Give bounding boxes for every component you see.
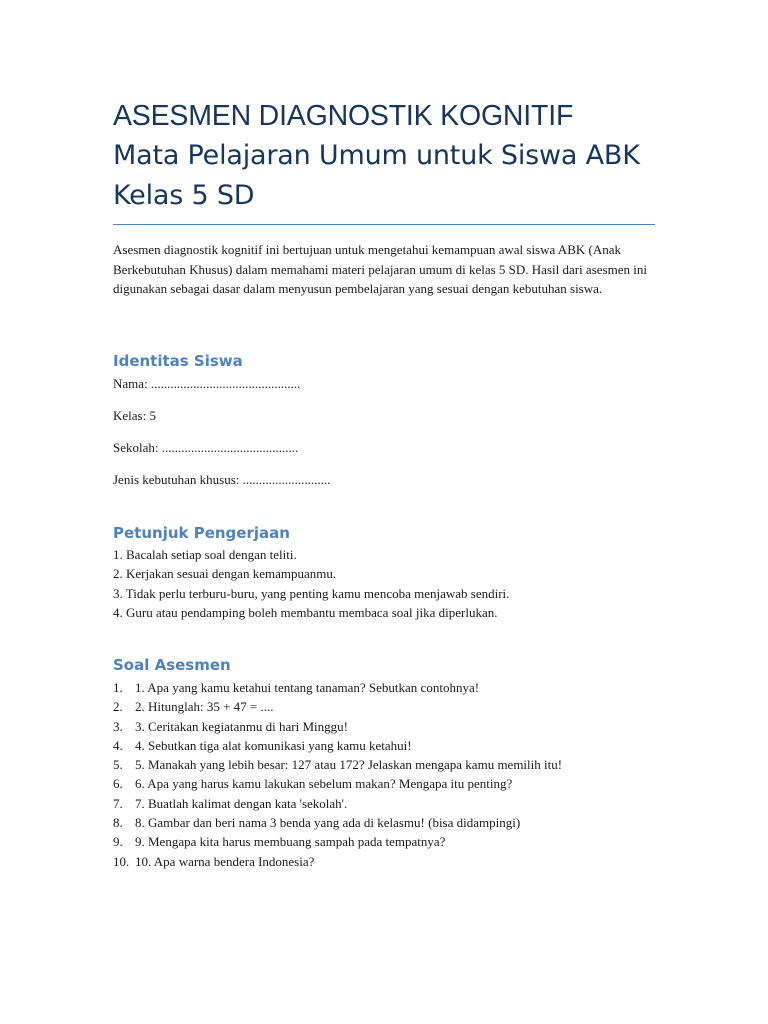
list-number: 4.: [113, 737, 123, 753]
question-text: 5. Manakah yang lebih besar: 127 atau 172? Jelaskan mengapa kamu memilih itu!: [135, 757, 563, 773]
list-item: [113, 717, 562, 736]
list-number: 6.: [113, 776, 123, 792]
soal-list: [113, 678, 562, 871]
question-text: 1. Apa yang kamu ketahui tentang tanaman? Sebutkan contohnya!: [135, 680, 480, 695]
list-item: 4. Guru atau pendamping boleh membantu membaca soal jika diperlukan.: [113, 604, 498, 620]
list-item: [113, 813, 562, 832]
list-number: 10.: [113, 853, 130, 869]
question-text: 10. Apa warna bendera Indonesia?: [135, 853, 315, 869]
title-line-3: Kelas 5 SD: [113, 180, 255, 211]
question-text: 7. Buatlah kalimat dengan kata 'sekolah'.: [135, 795, 348, 811]
intro-paragraph: [113, 240, 655, 299]
petunjuk-list: [113, 545, 509, 622]
list-item: [113, 755, 562, 774]
list-item: [113, 852, 562, 871]
list-item: 2. Kerjakan sesuai dengan kemampuanmu.: [113, 566, 337, 582]
list-number: 8.: [113, 815, 123, 831]
identitas-heading: Identitas Siswa: [113, 352, 243, 370]
list-number: 5.: [113, 757, 123, 773]
list-number: 9.: [113, 834, 123, 850]
question-text: 4. Sebutkan tiga alat komunikasi yang kamu ketahui!: [135, 737, 412, 753]
kelas-field: Kelas: 5: [113, 408, 156, 423]
question-text: 9. Mengapa kita harus membuang sampah pada tempatnya?: [135, 834, 446, 850]
intro-text: Asesmen diagnostik kognitif ini bertujuan untuk mengetahui kemampuan awal siswa ABK (Anak Berkebutuhan Khusus) dalam memahami materi pelajaran umum di kelas 5 SD. Hasil dari asesmen ini digunakan sebagai dasar dalam menyusun pembelajaran yang sesuai dengan kebutuhan siswa.: [113, 242, 647, 296]
list-item: 3. Tidak perlu terburu-buru, yang penting kamu mencoba menjawab sendiri.: [113, 585, 510, 601]
question-text: 2. Hitunglah: 35 + 47 = ....: [135, 699, 274, 715]
question-text: 6. Apa yang harus kamu lakukan sebelum makan? Mengapa itu penting?: [135, 776, 513, 792]
list-item: [113, 697, 562, 716]
question-text: 8. Gambar dan beri nama 3 benda yang ada di kelasmu! (bisa didampingi): [135, 815, 521, 831]
list-number: 1.: [113, 680, 123, 695]
list-number: 2.: [113, 699, 123, 715]
list-number: 3.: [113, 718, 123, 734]
soal-heading: Soal Asesmen: [113, 656, 231, 674]
petunjuk-heading: Petunjuk Pengerjaan: [113, 524, 290, 542]
list-item: [113, 794, 562, 813]
question-text: 3. Ceritakan kegiatanmu di hari Minggu!: [135, 718, 349, 734]
nama-field: Nama: ..............................................: [113, 376, 301, 391]
title-block: [113, 96, 655, 225]
list-number: 7.: [113, 795, 123, 811]
title-line-2: Mata Pelajaran Umum untuk Siswa ABK: [113, 140, 640, 171]
list-item: [113, 832, 562, 851]
list-item: [113, 774, 562, 793]
list-item: [113, 736, 562, 755]
list-item: 1. Bacalah setiap soal dengan teliti.: [113, 547, 297, 562]
list-item: [113, 678, 562, 697]
sekolah-field: Sekolah: ..........................................: [113, 440, 299, 455]
title-line-1: ASESMEN DIAGNOSTIK KOGNITIF: [113, 100, 574, 132]
jenis-kebutuhan-field: Jenis kebutuhan khusus: ...........................: [113, 472, 331, 487]
